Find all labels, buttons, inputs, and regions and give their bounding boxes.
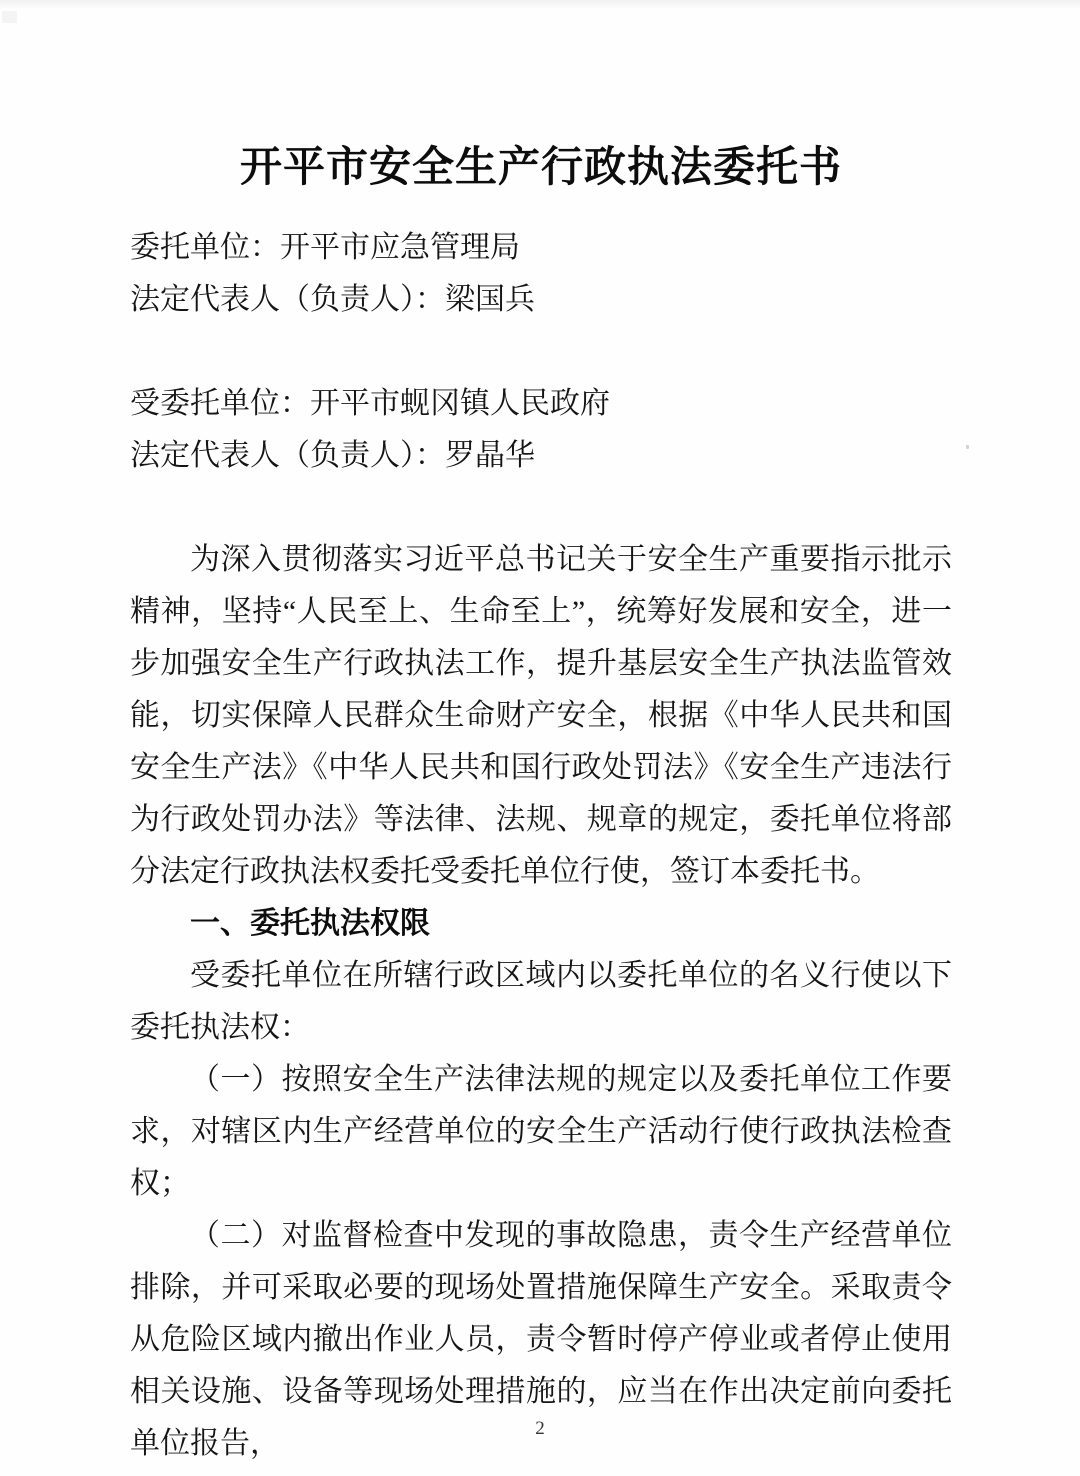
page-number: 2 (535, 1418, 545, 1439)
title-spacer (130, 192, 952, 222)
section-1-lead-paragraph: 受委托单位在所辖行政区域内以委托单位的名义行使以下委托执法权： (130, 959, 952, 1045)
document-body (130, 534, 952, 1470)
consignor-unit-line: 委托单位：开平市应急管理局 (130, 231, 520, 265)
scan-speck (966, 445, 969, 449)
consignee-block (130, 378, 952, 482)
consignor-block (130, 222, 952, 326)
body-spacer (130, 482, 952, 534)
section-1-item-2: （二）对监督检查中发现的事故隐患，责令生产经营单位排除，并可采取必要的现场处置措施保障生产安全。采取责令从危险区域内撤出作业人员，责令暂时停产停业或者停止使用相关设施、设备等现场处理措施的，应当在作出决定前向委托单位报告， (130, 1219, 952, 1461)
preamble-paragraph: 为深入贯彻落实习近平总书记关于安全生产重要指示批示精神，坚持“人民至上、生命至上”，统筹好发展和安全，进一步加强安全生产行政执法工作，提升基层安全生产执法监管效能，切实保障人民群众生命财产安全，根据《中华人民共和国安全生产法》《中华人民共和国行政处罚法》《安全生产违法行为行政处罚办法》等法律、法规、规章的规定，委托单位将部分法定行政执法权委托受委托单位行使，签订本委托书。 (130, 543, 952, 889)
page-title: 开平市安全生产行政执法委托书 (239, 142, 842, 191)
parties-gap (130, 326, 952, 378)
consignee-unit-line: 受委托单位：开平市蚬冈镇人民政府 (130, 387, 610, 421)
scan-corner-mark (2, 11, 17, 23)
consignor-representative-line: 法定代表人（负责人）：梁国兵 (130, 283, 535, 317)
consignee-representative-line: 法定代表人（负责人）：罗晶华 (130, 439, 535, 473)
section-1-item-1: （一）按照安全生产法律法规的规定以及委托单位工作要求，对辖区内生产经营单位的安全生产活动行使行政执法检查权； (130, 1063, 952, 1201)
document-content (130, 0, 952, 1470)
section-heading-1: 一、委托执法权限 (190, 906, 430, 942)
